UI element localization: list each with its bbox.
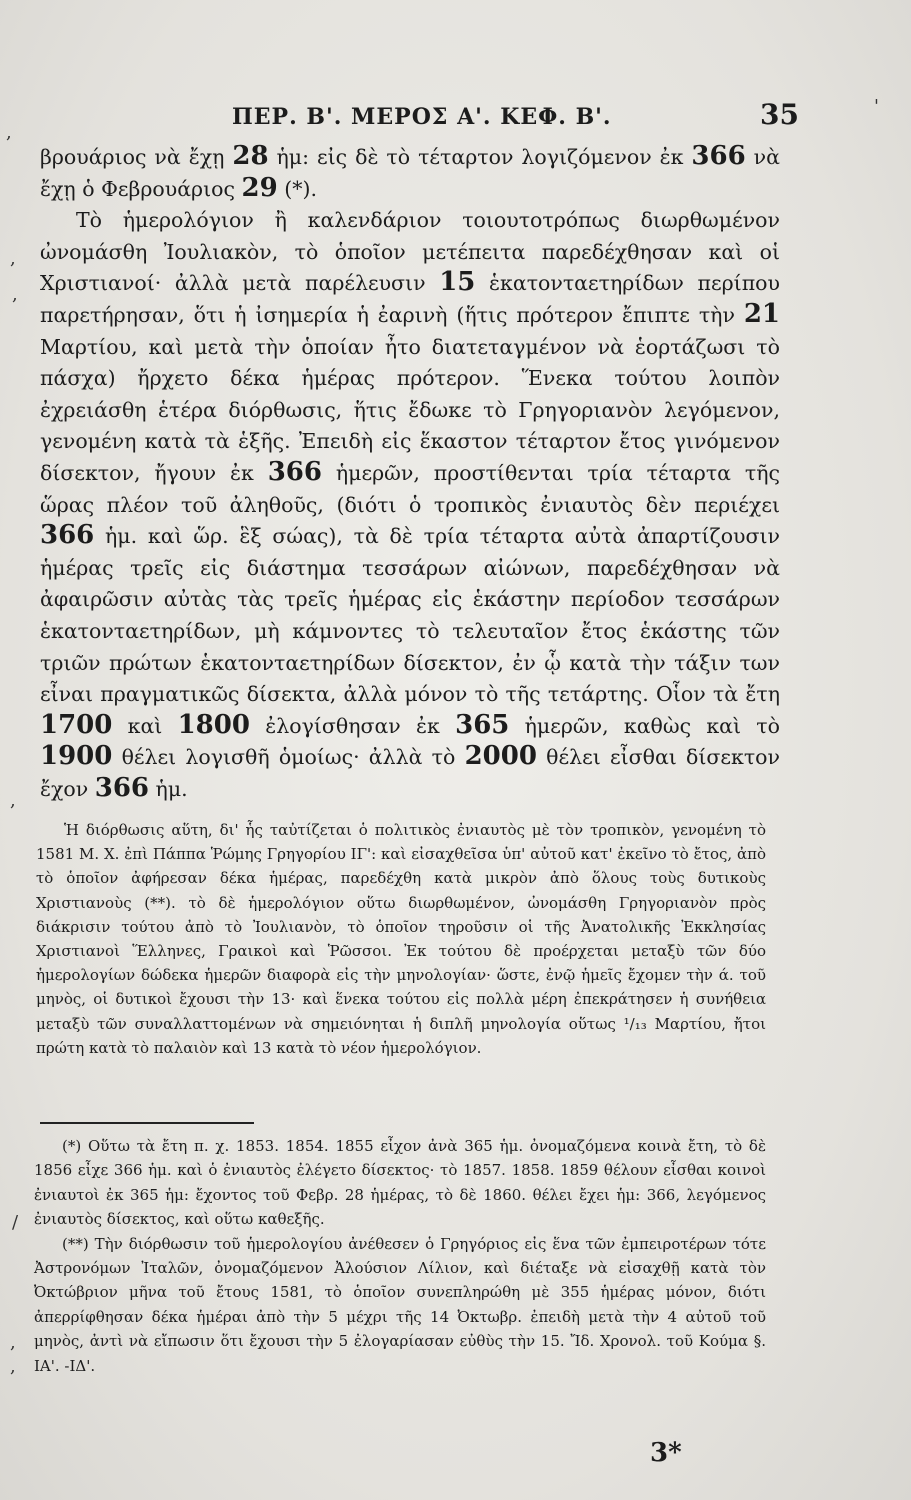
text-run: ἡμ.: [149, 776, 188, 801]
numeral: 365: [455, 709, 510, 740]
margin-mark: /: [12, 1212, 19, 1233]
numeral: 29: [241, 172, 278, 203]
paragraph-continuation: [40, 142, 780, 205]
footnote-rule: [40, 1122, 254, 1124]
text-run: ἡμερῶν, προστίθενται τρία τέταρτα τῆς ὥρας πλέον τοῦ ἀληθοῦς, (διότι ὁ τροπικὸς ἐνιαυτὸς δὲν περιέχει: [40, 460, 780, 517]
footnotes: [34, 1134, 766, 1378]
text-run: βρουάριος νὰ ἔχῃ: [40, 145, 233, 169]
text-run: Τὸ ἡμερολόγιον ἢ καλενδάριον τοιουτοτρόπως διωρθωμένον ὠνομάσθη Ἰουλιακὸν, τὸ ὁποῖον μετέπειτα παρεδέχθησαν καὶ οἱ Χριστιανοί· ἀλλὰ μετὰ παρέλευσιν: [40, 208, 780, 296]
signature-mark: 3*: [650, 1438, 682, 1468]
text-run: νὰ ἔχῃ ὁ Φεβρουάριος: [40, 145, 780, 201]
numeral: 1700: [40, 709, 113, 740]
numeral: 366: [40, 520, 95, 551]
numeral: 15: [439, 267, 476, 298]
text-run: ἡμ: εἰς δὲ τὸ τέταρτον λογιζόμενον ἐκ: [268, 145, 692, 169]
note-paragraph: Ἡ διόρθωσις αὕτη, δι' ἧς ταὐτίζεται ὁ πολιτικὸς ἐνιαυτὸς μὲ τὸν τροπικὸν, γενομένη τὸ 1581 Μ. Χ. ἐπὶ Πάππα Ῥώμης Γρηγορίου ΙΓ': καὶ εἰσαχθεῖσα ὑπ' αὐτοῦ κατ' ἐκεῖνο τὸ ἔτος, ἀπὸ τὸ ὁποῖον ἀφήρεσαν δέκα ἡμέρας, παρεδέχθη κατὰ μικρὸν ἀπὸ ὅλους τοὺς δυτικοὺς Χριστιανοὺς (**). τὸ δὲ ἡμερολόγιον οὕτω διωρθωμένον, ὠνομάσθη Γρηγοριανὸν πρὸς διάκρισιν τούτου ἀπὸ τὸ Ἰουλιανὸν, τὸ ὁποῖον τηροῦσιν οἱ τῆς Ἀνατολικῆς Ἐκκλησίας Χριστιανοὶ Ἕλληνες, Γραικοὶ καὶ Ῥῶσσοι. Ἐκ τούτου δὲ προέρχεται μεταξὺ τῶν δύο ἡμερολογίων δώδεκα ἡμερῶν διαφορὰ εἰς τὴν μηνολογίαν· ὥστε, ἐνῷ ἡμεῖς ἔχομεν τὴν ά. τοῦ μηνὸς, οἱ δυτικοὶ ἔχουσι τὴν 13· καὶ ἕνεκα τούτου εἰς πολλὰ μέρη ἐπεκράτησεν ἡ συνήθεια μεταξὺ τῶν συναλλαττομένων νὰ σημειόνηται ἡ διπλῆ μηνολογία οὕτως ¹/₁₃ Μαρτίου, ἤτοι πρώτη κατὰ τὸ παλαιὸν καὶ 13 κατὰ τὸ νέον ἡμερολόγιον.: [36, 821, 766, 1057]
text-run: Μαρτίου, καὶ μετὰ τὴν ὁποίαν ἦτο διατεταγμένον νὰ ἑορτάζωσι τὸ πάσχα) ἤρχετο δέκα ἡμέρας πρότερον. Ἕνεκα τούτου λοιπὸν ἐχρειάσθη ἑτέρα διόρθωσις, ἥτις ἔδωκε τὸ Γρηγοριανὸν λεγόμενον, γενομένη κατὰ τὰ ἑξῆς. Ἐπειδὴ εἰς ἕκαστον τέταρτον ἔτος γινόμενον δίσεκτον, ἤγουν ἐκ: [40, 334, 780, 485]
numeral: 1900: [40, 741, 113, 772]
text-run: ἑκατονταετηρίδων περίπου παρετήρησαν, ὅτι ἡ ἰσημερία ἡ ἐαρινὴ (ἥτις πρότερον ἔπιπτε τὴν: [40, 271, 780, 327]
page-number: 35: [760, 98, 799, 131]
text-run: (*).: [277, 176, 317, 201]
text-run: θέλει λογισθῆ ὁμοίως· ἀλλὰ τὸ: [112, 745, 465, 770]
text-run: θέλει εἶσθαι δίσεκτον ἔχον: [40, 745, 780, 801]
margin-mark: ,: [10, 790, 16, 811]
margin-mark: ': [874, 96, 879, 117]
text-run: καὶ: [112, 713, 178, 738]
footnote-1: (*) Οὕτω τὰ ἔτη π. χ. 1853. 1854. 1855 εἶχον ἀνὰ 365 ἡμ. ὀνομαζόμενα κοινὰ ἔτη, τὸ δὲ 1856 εἶχε 366 ἡμ. καὶ ὁ ἐνιαυτὸς ἐλέγετο δίσεκτος· τὸ 1857. 1858. 1859 θέλουν εἶσθαι κοινοὶ ἐνιαυτοὶ ἐκ 365 ἡμ: ἔχοντος τοῦ Φεβρ. 28 ἡμέρας, τὸ δὲ 1860. θέλει ἔχει ἡμ: 366, λεγόμενος ἐνιαυτὸς δίσεκτος, καὶ οὕτω καθεξῆς.: [34, 1137, 766, 1229]
numeral: 28: [232, 141, 269, 171]
text-run: ἡμ. καὶ ὥρ. ἓξ σώας), τὰ δὲ τρία τέταρτα αὐτὰ ἀπαρτίζουσιν ἡμέρας τρεῖς εἰς διάστημα τεσσάρων αἰώνων, παρεδέχθησαν νὰ ἀφαιρῶσιν αὐτὰς τὰς τρεῖς ἡμέρας εἰς ἑκάστην περίοδον τεσσάρων ἑκατονταετηρίδων, μὴ κάμνοντες τὸ τελευταῖον ἔτος ἑκάστης τῶν τριῶν πρώτων ἑκατονταετηρίδων δίσεκτον, ἐν ᾧ κατὰ τὴν τάξιν των εἶναι πραγματικῶς δίσεκτα, ἀλλὰ μόνον τὸ τῆς τετάρτης. Οἷον τὰ ἔτη: [40, 524, 780, 707]
margin-mark: ,: [12, 284, 18, 305]
margin-mark: ,: [6, 122, 12, 143]
main-text: [40, 142, 780, 805]
paragraph-gregorian-reform: [40, 205, 780, 805]
margin-mark: ,: [10, 248, 16, 269]
numeral: 366: [691, 141, 746, 171]
running-head: ΠΕΡ. Β'. ΜΕΡΟΣ Α'. ΚΕΦ. Β'.: [232, 104, 612, 130]
margin-mark: ,: [10, 1356, 16, 1377]
page-header: [232, 98, 799, 134]
numeral: 1800: [177, 709, 250, 740]
text-run: ἡμερῶν, καθὼς καὶ τὸ: [509, 713, 780, 738]
footnote-2: (**) Τὴν διόρθωσιν τοῦ ἡμερολογίου ἀνέθεσεν ὁ Γρηγόριος εἰς ἕνα τῶν ἐμπειροτέρων τότε Ἀστρονόμων Ἰταλῶν, ὀνομαζόμενον Ἀλούσιον Λίλιον, καὶ διέταξε νὰ εἰσαχθῇ κατὰ τὸν Ὀκτώβριον μῆνα τοῦ ἔτους 1581, τὸ ὁποῖον συνεπληρώθη μὲ 355 ἡμέρας μόνον, διότι ἀπερρίφθησαν δέκα ἡμέραι ἀπὸ τὴν 5 μέχρι τῆς 14 Ὀκτωβρ. ἐπειδὴ μετὰ τὴν 4 αὐτοῦ τοῦ μηνὸς, ἀντὶ νὰ εἴπωσιν ὅτι ἔχουσι τὴν 5 ἐλογαρίασαν εὐθὺς τὴν 15. Ἴδ. Χρονολ. τοῦ Κούμα §. ΙΑ'. -ΙΔ'.: [34, 1234, 766, 1375]
small-print-note: [36, 818, 766, 1060]
numeral: 2000: [464, 741, 537, 772]
numeral: 366: [267, 456, 322, 487]
margin-mark: ,: [10, 1332, 16, 1353]
numeral: 21: [743, 298, 780, 329]
text-run: ἐλογίσθησαν ἐκ: [249, 713, 456, 738]
numeral: 366: [94, 772, 150, 803]
